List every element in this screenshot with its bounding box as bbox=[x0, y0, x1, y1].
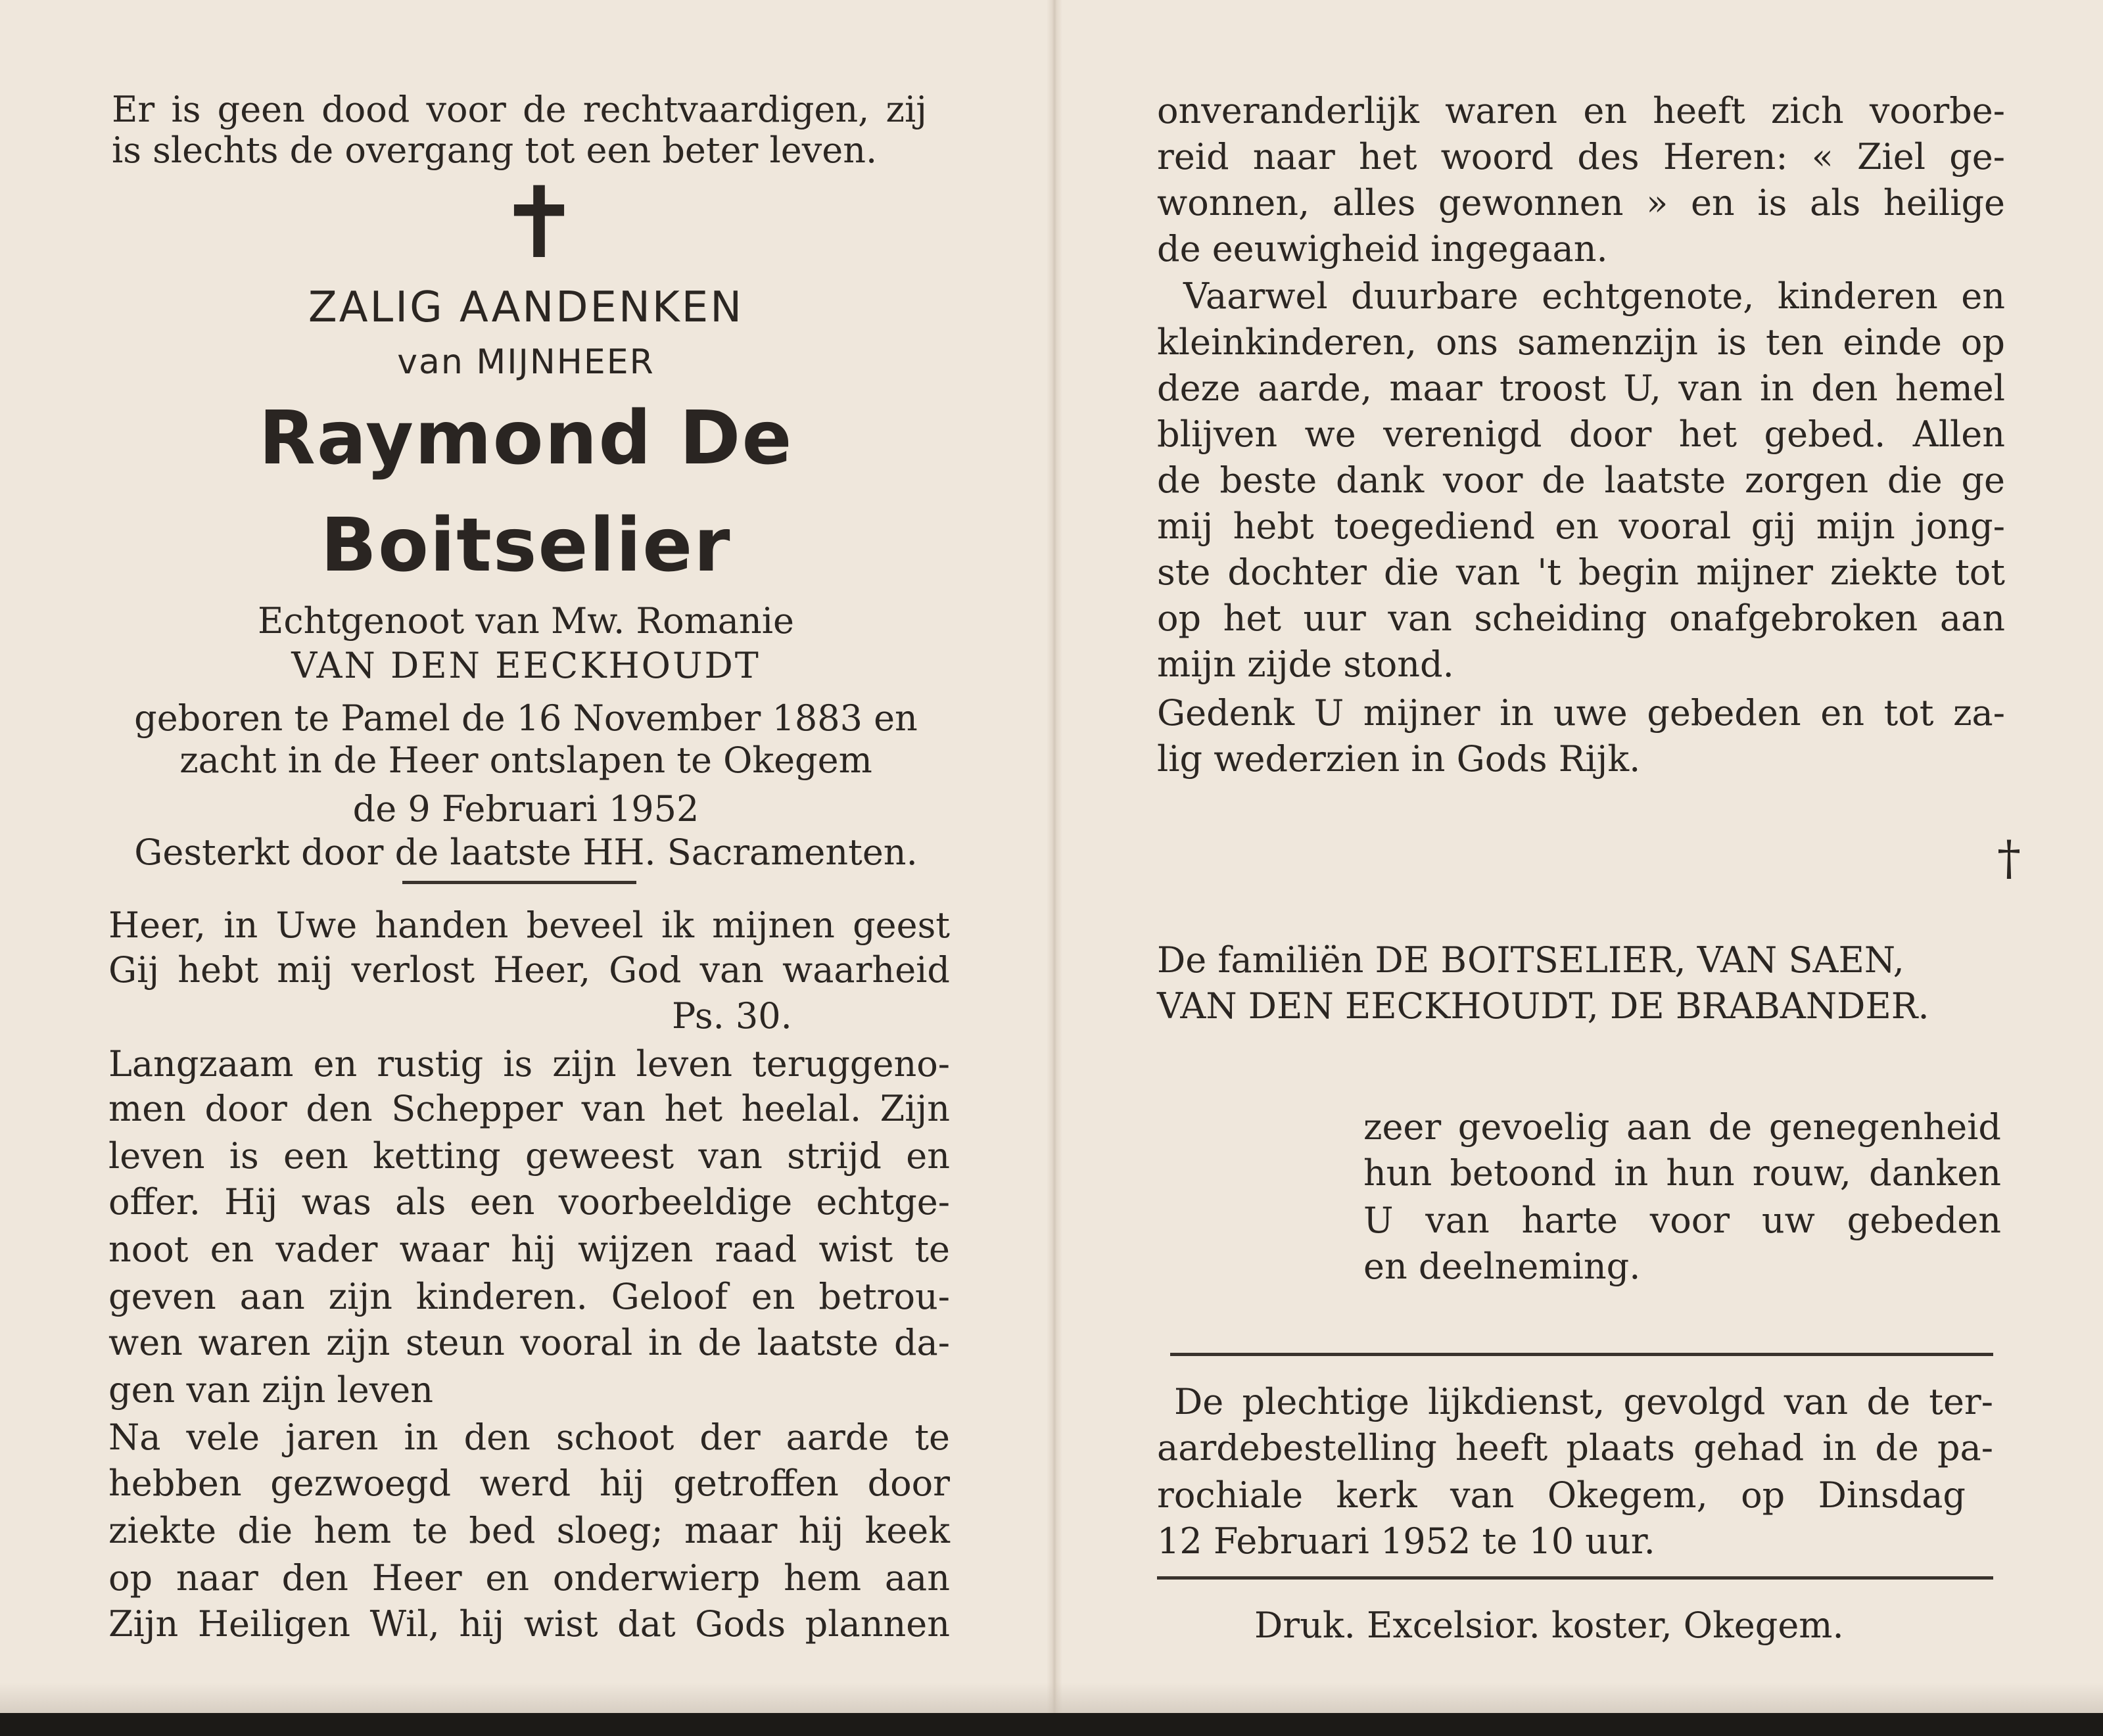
cross-icon: ✝ bbox=[498, 166, 580, 281]
sacraments-line: Gesterkt door de laatste HH. Sacramenten. bbox=[134, 832, 918, 873]
funeral-line-1: De plechtige lijkdienst, gevolgd van de ter- bbox=[1174, 1381, 1993, 1422]
right-body-line-3: wonnen, alles gewonnen » en is als heilige bbox=[1157, 182, 2005, 223]
body-line-5: noot en vader waar hij wijzen raad wist te bbox=[108, 1229, 950, 1270]
birth-line: geboren te Pamel de 16 November 1883 en bbox=[134, 697, 918, 739]
thanks-line-1: zeer gevoelig aan de genegenheid bbox=[1363, 1106, 2001, 1148]
funeral-line-3: rochiale kerk van Okegem, op Dinsdag bbox=[1157, 1474, 1966, 1516]
body-line-9: Na vele jaren in den schoot der aarde te bbox=[108, 1417, 950, 1458]
deceased-name-line-1: Raymond De bbox=[258, 396, 793, 481]
body-line-10: hebben gezwoegd werd hij getroffen door bbox=[108, 1463, 950, 1504]
right-body-line-9: de beste dank voor de laatste zorgen die ge bbox=[1157, 459, 2005, 501]
right-body-line-5: Vaarwel duurbare echtgenote, kinderen en bbox=[1183, 275, 2005, 317]
heading: ZALIG AANDENKEN bbox=[308, 283, 744, 332]
divider bbox=[402, 881, 636, 884]
opening-line-2: is slechts de overgang tot een beter leven. bbox=[112, 129, 878, 171]
thanks-line-2: hun betoond in hun rouw, danken bbox=[1363, 1152, 2001, 1194]
families-line-1: De familiën DE BOITSELIER, VAN SAEN, bbox=[1157, 939, 1904, 981]
families-line-2: VAN DEN EECKHOUDT, DE BRABANDER. bbox=[1157, 985, 1929, 1027]
right-body-line-7: deze aarde, maar troost U, van in den hemel bbox=[1157, 367, 2005, 409]
thanks-line-3: U van harte voor uw gebeden bbox=[1363, 1200, 2001, 1241]
right-body-line-10: mij hebt toegediend en vooral gij mijn jong- bbox=[1157, 505, 2005, 547]
funeral-top-rule bbox=[1170, 1353, 1993, 1356]
psalm-line-1: Heer, in Uwe handen beveel ik mijnen geest bbox=[108, 904, 950, 946]
card-fold bbox=[1047, 0, 1062, 1713]
opening-line-1: Er is geen dood voor de rechtvaardigen, zij bbox=[112, 89, 927, 130]
funeral-line-4: 12 Februari 1952 te 10 uur. bbox=[1157, 1520, 1655, 1562]
body-line-13: Zijn Heiligen Wil, hij wist dat Gods plannen bbox=[108, 1603, 950, 1645]
right-body-line-13: mijn zijde stond. bbox=[1157, 644, 1454, 685]
psalm-reference: Ps. 30. bbox=[672, 995, 792, 1037]
psalm-line-2: Gij hebt mij verlost Heer, God van waarheid bbox=[108, 949, 950, 991]
body-line-2: men door den Schepper van het heelal. Zijn bbox=[108, 1088, 950, 1129]
right-body-line-6: kleinkinderen, ons samenzijn is ten einde op bbox=[1157, 321, 2005, 363]
right-body-line-12: op het uur van scheiding onafgebroken aan bbox=[1157, 598, 2005, 639]
body-line-3: leven is een ketting geweest van strijd en bbox=[108, 1135, 950, 1177]
thanks-line-4: en deelneming. bbox=[1363, 1246, 1641, 1287]
death-date: de 9 Februari 1952 bbox=[352, 788, 699, 830]
body-line-12: op naar den Heer en onderwierp hem aan bbox=[108, 1557, 950, 1599]
funeral-bottom-rule bbox=[1157, 1576, 1993, 1580]
right-body-line-15: lig wederzien in Gods Rijk. bbox=[1157, 738, 1641, 780]
right-body-line-2: reid naar het woord des Heren: « Ziel ge- bbox=[1157, 136, 2005, 177]
body-line-7: wen waren zijn steun vooral in de laatste da- bbox=[108, 1322, 950, 1363]
body-line-11: ziekte die hem te bed sloeg; maar hij keek bbox=[108, 1510, 950, 1551]
body-line-8: gen van zijn leven bbox=[108, 1369, 433, 1411]
subheading: van MIJNHEER bbox=[397, 342, 655, 382]
death-line: zacht in de Heer ontslapen te Okegem bbox=[179, 739, 872, 781]
card-bottom-edge bbox=[0, 1683, 2103, 1713]
funeral-line-2: aardebestelling heeft plaats gehad in de pa- bbox=[1157, 1427, 1993, 1468]
right-body-line-14: Gedenk U mijner in uwe gebeden en tot za- bbox=[1157, 692, 2005, 734]
printer-line: Druk. Excelsior. koster, Okegem. bbox=[1254, 1605, 1844, 1646]
right-body-line-11: ste dochter die van 't begin mijner ziekte tot bbox=[1157, 551, 2005, 593]
deceased-name-line-2: Boitselier bbox=[320, 503, 732, 588]
spouse-surname: VAN DEN EECKHOUDT bbox=[291, 645, 761, 686]
spouse-line: Echtgenoot van Mw. Romanie bbox=[258, 600, 794, 642]
right-body-line-1: onveranderlijk waren en heeft zich voorbe- bbox=[1157, 90, 2005, 131]
body-line-1: Langzaam en rustig is zijn leven teruggeno- bbox=[108, 1043, 950, 1085]
right-body-line-4: de eeuwigheid ingegaan. bbox=[1157, 228, 1608, 270]
small-cross-icon: † bbox=[1997, 830, 2021, 885]
right-body-line-8: blijven we verenigd door het gebed. Allen bbox=[1157, 413, 2005, 455]
body-line-4: offer. Hij was als een voorbeeldige echtge- bbox=[108, 1181, 950, 1223]
body-line-6: geven aan zijn kinderen. Geloof en betrou- bbox=[108, 1276, 950, 1317]
